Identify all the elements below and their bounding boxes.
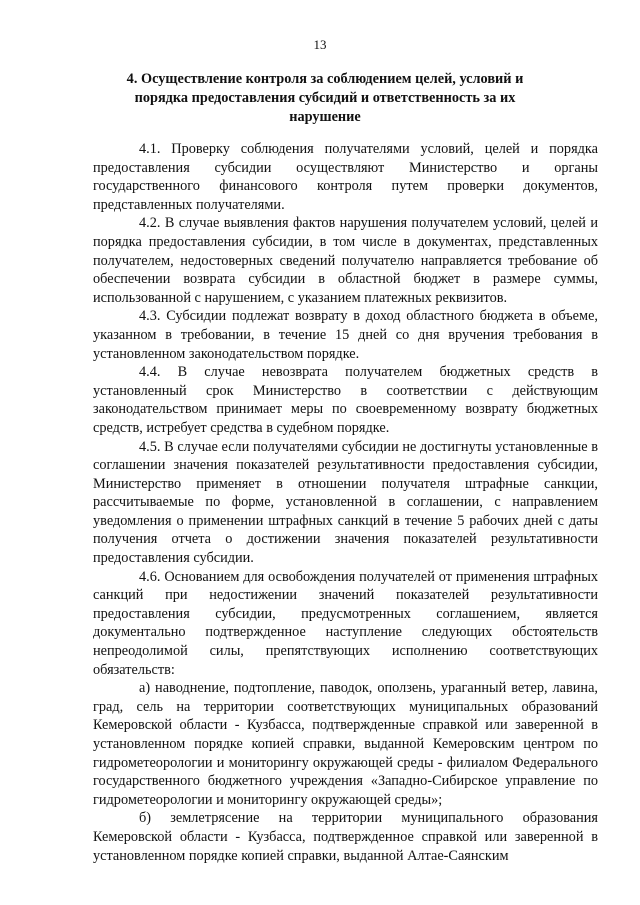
paragraph-item-b: б) землетрясение на территории муниципального образования Кемеровской области - Кузбасса, подтвержденное справкой или заверенной в установленном порядке копией справки, выданной Алтае-Саянским (93, 810, 598, 864)
paragraph-4-3: 4.3. Субсидии подлежат возврату в доход областного бюджета в объеме, указанном в требовании, в течение 15 дней со дня вручения требования в установленном законодательством порядке. (93, 308, 598, 362)
document-body (93, 140, 598, 865)
paragraph-4-1: 4.1. Проверку соблюдения получателями условий, целей и порядка предоставления субсидии осуществляют Министерство и органы государственного финансового контроля путем проверки документов, представленных получателями. (93, 141, 598, 213)
paragraph-4-2: 4.2. В случае выявления фактов нарушения получателем условий, целей и порядка предоставления субсидии, в том числе в документах, представленных получателем, недостоверных сведений получателю направляется требование об обеспечении возврата субсидии в областной бюджет в размере суммы, использованной с нарушением, с указанием платежных реквизитов. (93, 215, 598, 306)
paragraph-4-5: 4.5. В случае если получателями субсидии не достигнуты установленные в соглашении значения показателей результативности предоставления субсидии, Министерство применяет в отношении получателя штрафные санкции, рассчитываемые по форме, установленной в соглашении, с направлением уведомления о применении штрафных санкций в течение 5 рабочих дней с даты получения отчета о достижении значения показателей результативности предоставления субсидии. (93, 438, 598, 567)
paragraph-item-a: а) наводнение, подтопление, паводок, оползень, ураганный ветер, лавина, град, сель на территории соответствующих муниципальных образований Кемеровской области - Кузбасса, подтвержденные справкой или заверенной в установленном порядке копией справки, выданной Кемеровским центром по гидрометеорологии и мониторингу окружающей среды - филиалом Федерального государственного бюджетного учреждения «Западно-Сибирское управление по гидрометеорологии и мониторингу окружающей среды»; (93, 680, 598, 808)
page-number: 13 (313, 37, 327, 52)
paragraph-4-4: 4.4. В случае невозврата получателем бюджетных средств в установленный срок Министерство в соответствии с действующим законодательством принимает меры по своевременному возврату бюджетных средств, истребует средства в судебном порядке. (93, 364, 598, 436)
section-heading: 4. Осуществление контроля за соблюдением целей, условий и порядка предоставления субсидий и ответственность за их нарушение (126, 71, 524, 125)
paragraph-4-6: 4.6. Основанием для освобождения получателей от применения штрафных санкций при недостижении значений показателей результативности предоставления субсидии, предусмотренных соглашением, является документально подтвержденное наступление следующих обстоятельств непреодолимой силы, препятствующих исполнению соответствующих обязательств: (93, 568, 598, 678)
